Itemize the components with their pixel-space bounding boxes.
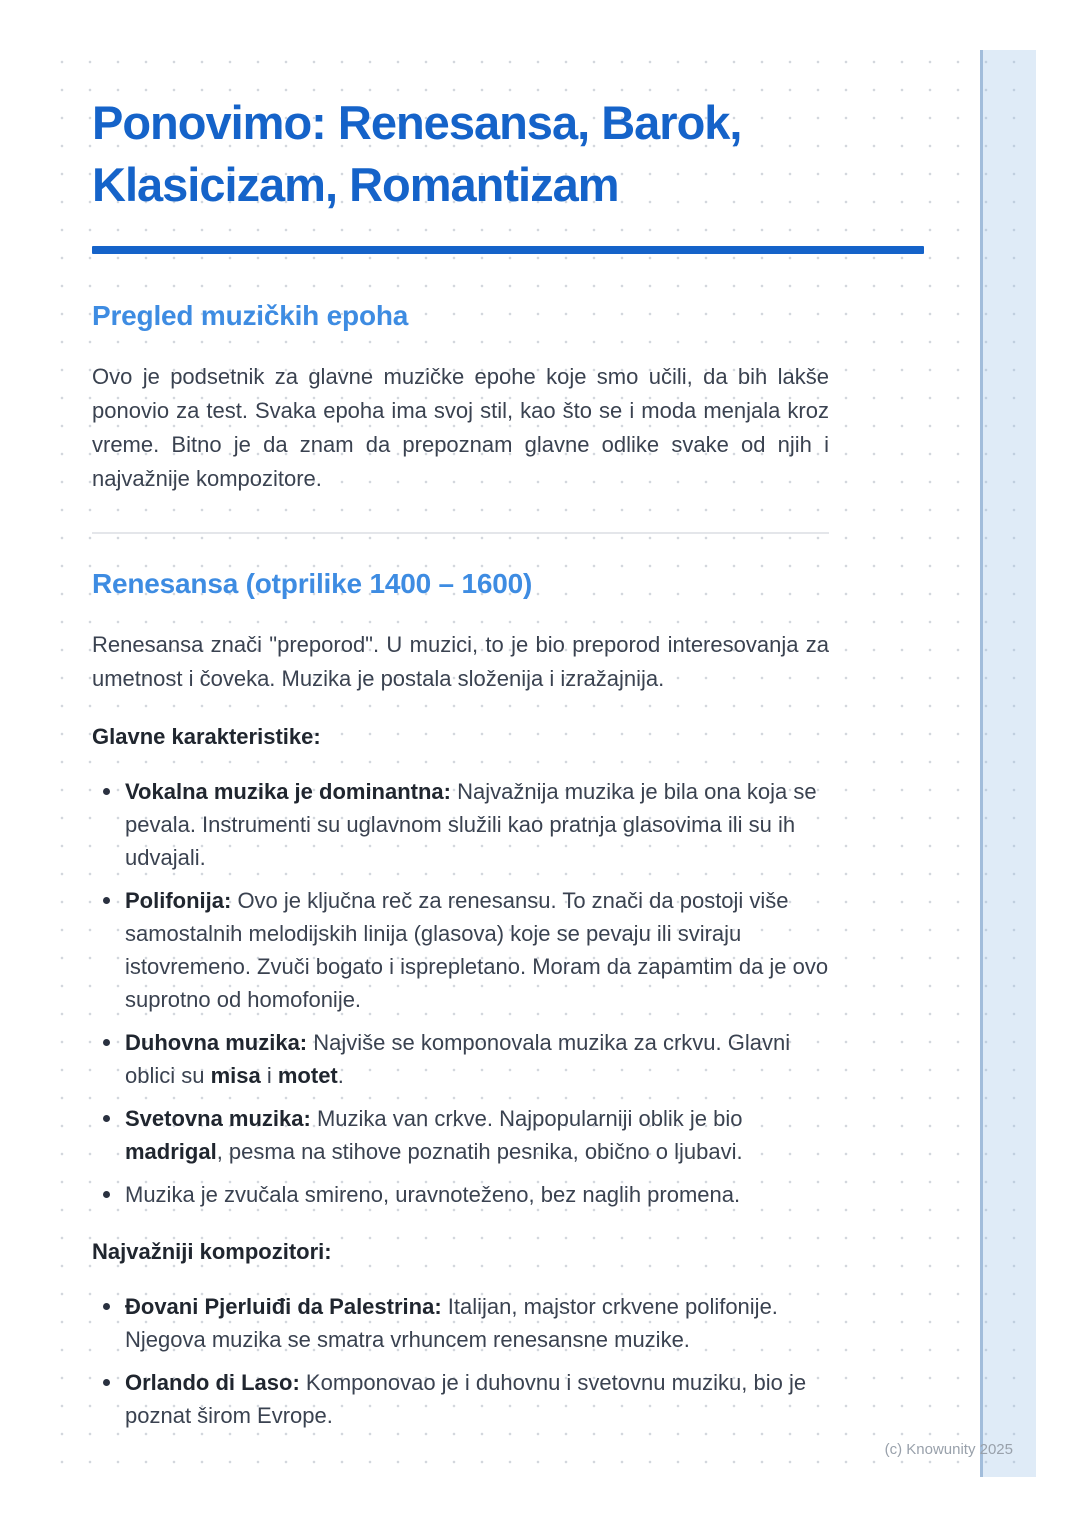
- document-content: [92, 50, 935, 1432]
- bold-text-run: Vokalna muzika je dominantna:: [125, 779, 451, 804]
- characteristics-label: Glavne karakteristike:: [92, 724, 321, 749]
- list-item: [125, 884, 830, 1016]
- list-item: [125, 1290, 830, 1356]
- bold-text-run: Polifonija:: [125, 888, 232, 913]
- text-run: Komponovao je i duhovnu i svetovnu muziku, bio je poznat širom Evrope.: [125, 1370, 807, 1428]
- text-run: Najviše se komponovala muzika za crkvu. Glavni oblici su: [125, 1030, 791, 1088]
- text-run: .: [337, 1063, 344, 1088]
- bold-text-run: Duhovna muzika:: [125, 1030, 308, 1055]
- bold-text-run: Orlando di Laso:: [125, 1370, 300, 1395]
- renesansa-intro-paragraph: Renesansa znači "preporod". U muzici, to je bio preporod interesovanja za umetnost i čoveka. Muzika je postala složenija i izražajnija.: [92, 632, 829, 691]
- section-divider: [92, 532, 829, 534]
- text-run: , pesma na stihove poznatih pesnika, obično o ljubavi.: [216, 1139, 743, 1164]
- list-item: [125, 775, 830, 874]
- text-run: Muzika je zvučala smireno, uravnoteženo, bez naglih promena.: [125, 1182, 741, 1207]
- right-margin-band: [980, 50, 1036, 1477]
- copyright-note: (c) Knowunity 2025: [884, 1441, 1013, 1458]
- composers-label: Najvažniji kompozitori:: [92, 1239, 332, 1264]
- page-title: [92, 92, 935, 216]
- page-title-line-1: Ponovimo: Renesansa, Barok,: [92, 96, 742, 149]
- list-item: [125, 1366, 830, 1432]
- composers-list: [92, 1290, 830, 1432]
- bold-text-run: madrigal: [125, 1139, 217, 1164]
- text-run: Ovo je ključna reč za renesansu. To znači da postoji više samostalnih melodijskih linija (glasova) koje se pevaju ili sviraju istovremeno. Zvuči bogato i isprepletano. Moram da zapamtim da je ovo suprotno od homofonije.: [125, 888, 829, 1012]
- list-item: [125, 1178, 830, 1211]
- section-heading-renesansa: Renesansa (otprilike 1400 – 1600): [92, 568, 533, 599]
- overview-paragraph: Ovo je podsetnik za glavne muzičke epohe koje smo učili, da bih lakše ponovio za test. Svaka epoha ima svoj stil, kao što se i moda menjala kroz vreme. Bitno je da znam da prepoznam glavne odlike svake od njih i najvažnije kompozitore.: [92, 364, 829, 491]
- note-sheet: [55, 50, 1036, 1477]
- bold-text-run: motet: [277, 1063, 338, 1088]
- list-item: [125, 1102, 830, 1168]
- bold-text-run: misa: [210, 1063, 261, 1088]
- text-run: Muzika van crkve. Najpopularniji oblik je bio: [310, 1106, 743, 1131]
- text-run: Najvažnija muzika je bila ona koja se pevala. Instrumenti su uglavnom služili kao pratnja glasovima ili su ih udvajali.: [125, 779, 817, 870]
- title-underline: [92, 246, 924, 254]
- list-item: [125, 1026, 830, 1092]
- bold-text-run: Đovani Pjerluiđi da Palestrina:: [125, 1294, 442, 1319]
- page-title-line-2: Klasicizam, Romantizam: [92, 158, 619, 211]
- bold-text-run: Svetovna muzika:: [125, 1106, 311, 1131]
- section-heading-overview: Pregled muzičkih epoha: [92, 300, 409, 331]
- text-run: Italijan, majstor crkvene polifonije. Njegova muzika se smatra vrhuncem renesansne muzike.: [125, 1294, 778, 1352]
- text-run: i: [260, 1063, 278, 1088]
- characteristics-list: [92, 775, 830, 1211]
